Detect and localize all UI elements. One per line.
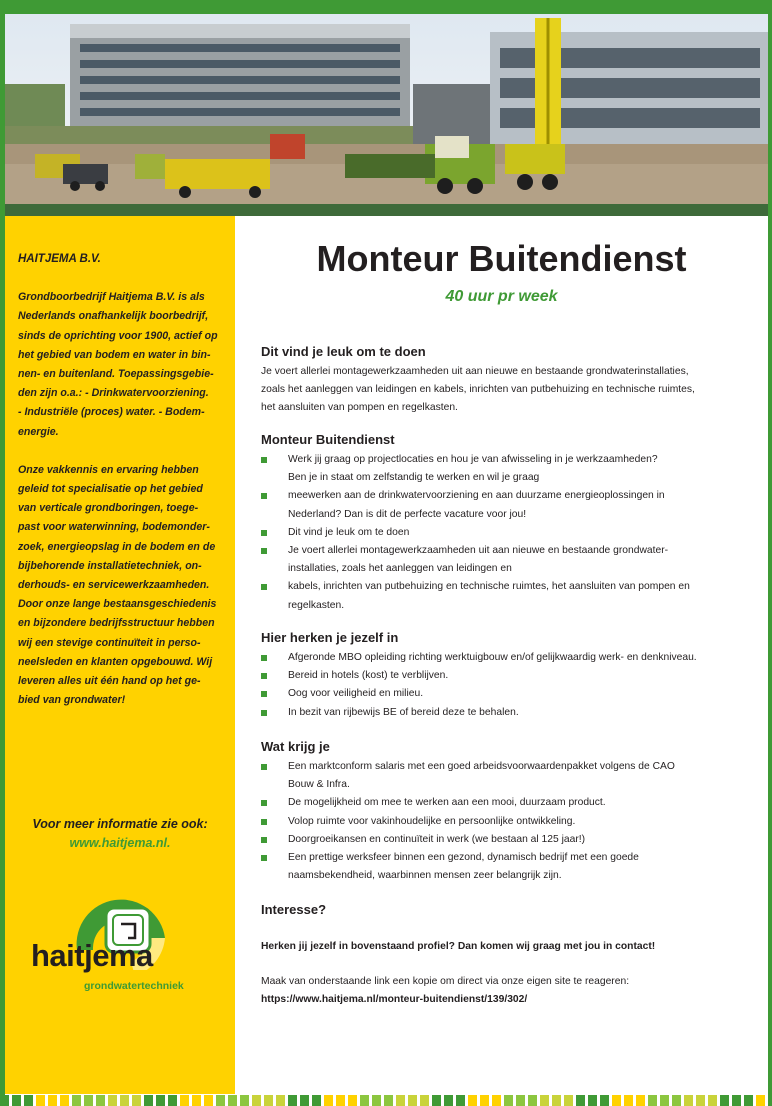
section-title: Monteur Buitendienst: [261, 432, 395, 447]
pattern-block: [156, 1095, 165, 1106]
item-line: installaties, zoals het aanleggen van leidingen en: [288, 563, 512, 575]
expertise-line: past voor waterwinning, bodemonder-: [18, 521, 210, 534]
list-item: [261, 542, 751, 578]
pattern-block: [660, 1095, 669, 1106]
sidebar-text: [18, 250, 224, 729]
pattern-block: [384, 1095, 393, 1106]
intro-line: sinds de oprichting voor 1900, actief op: [18, 329, 218, 342]
pattern-block: [684, 1095, 693, 1106]
hero-photo: [5, 14, 768, 216]
item-line: Oog voor veiligheid en milieu.: [288, 688, 424, 700]
list-item: [261, 685, 751, 703]
bullet-square-icon: [261, 819, 267, 825]
list-item: [261, 578, 751, 614]
pattern-block: [624, 1095, 633, 1106]
pattern-block: [612, 1095, 621, 1106]
job-hours: 40 uur pr week: [445, 288, 558, 305]
pattern-block: [288, 1095, 297, 1106]
pattern-block: [72, 1095, 81, 1106]
pattern-block: [96, 1095, 105, 1106]
pattern-block: [120, 1095, 129, 1106]
item-line: Doorgroeikansen en continuïteit in werk (we bestaan al 125 jaar!): [288, 833, 586, 845]
expertise-line: derhouds- en servicewerkzaamheden.: [18, 579, 210, 592]
item-line: Afgeronde MBO opleiding richting werktuigbouw en/of gelijkwaardig werk- en denkniveau.: [288, 652, 697, 663]
pattern-block: [744, 1095, 753, 1106]
list-item: [261, 813, 751, 831]
list-item: [261, 704, 751, 722]
pattern-block: [504, 1095, 513, 1106]
section-interesse: [261, 902, 751, 1009]
pattern-block: [444, 1095, 453, 1106]
more-info-label: Voor meer informatie zie ook:: [32, 817, 208, 831]
list-item: [261, 849, 751, 885]
pattern-block: [0, 1095, 9, 1106]
pattern-block: [636, 1095, 645, 1106]
bullet-square-icon: [261, 800, 267, 806]
intro-line: den zijn o.a.: - Drinkwatervoorziening.: [18, 387, 209, 400]
pattern-block: [360, 1095, 369, 1106]
section-monteur: [261, 432, 751, 615]
item-line: Een marktconform salaris met een goed arbeidsvoorwaardenpakket volgens de CAO: [288, 761, 675, 772]
pattern-block: [492, 1095, 501, 1106]
pattern-block: [108, 1095, 117, 1106]
section-title: Wat krijg je: [261, 739, 330, 754]
section-leuk: [261, 344, 751, 418]
pattern-block: [252, 1095, 261, 1106]
pattern-block: [264, 1095, 273, 1106]
bullet-list: [261, 649, 751, 722]
list-item: [261, 758, 751, 794]
pattern-block: [468, 1095, 477, 1106]
construction-site-illustration: [5, 14, 768, 216]
intro-line: Grondboorbedrijf Haitjema B.V. is als: [18, 291, 205, 304]
text-line: Je voert allerlei montagewerkzaamheden uit aan nieuwe en bestaande grondwaterinstallaties,: [261, 366, 689, 377]
pattern-block: [756, 1095, 765, 1106]
pattern-block: [672, 1095, 681, 1106]
bullet-square-icon: [261, 655, 267, 661]
pattern-block: [696, 1095, 705, 1106]
expertise-line: wij een stevige continuïteit in perso-: [18, 636, 201, 649]
bullet-square-icon: [261, 584, 267, 590]
item-line: naamsbekendheid, waarbinnen mensen zeer belangrijk zijn.: [288, 870, 562, 882]
intro-line: nen- en buitenland. Toepassingsgebie-: [18, 368, 214, 381]
job-title: Monteur Buitendienst: [316, 238, 687, 279]
item-line: Je voert allerlei montagewerkzaamheden uit aan nieuwe en bestaande grondwater-: [288, 545, 669, 557]
pattern-block: [396, 1095, 405, 1106]
pattern-block: [648, 1095, 657, 1106]
pattern-block: [24, 1095, 33, 1106]
apply-instruction: Maak van onderstaande link een kopie om direct via onze eigen site te reageren:: [261, 976, 630, 987]
list-item: [261, 667, 751, 685]
item-line: De mogelijkheid om mee te werken aan een mooi, duurzaam product.: [288, 797, 606, 809]
logo-tagline: grondwatertechniek: [84, 980, 184, 992]
section-title: Interesse?: [261, 902, 327, 917]
pattern-block: [420, 1095, 429, 1106]
expertise-line: leveren alles uit één hand op het ge-: [18, 675, 201, 688]
list-item: [261, 794, 751, 812]
pattern-block: [372, 1095, 381, 1106]
pattern-block: [516, 1095, 525, 1106]
item-line: Werk jij graag op projectlocaties en hou je van afwisseling in je werkzaamheden?: [288, 454, 658, 465]
item-line: Volop ruimte voor vakinhoudelijke en persoonlijke ontwikkeling.: [288, 815, 576, 827]
pattern-block: [348, 1095, 357, 1106]
pattern-block: [720, 1095, 729, 1106]
item-line: Ben je in staat om zelfstandig te werken en wil je graag: [288, 472, 540, 484]
pattern-block: [588, 1095, 597, 1106]
bullet-square-icon: [261, 710, 267, 716]
pattern-block: [216, 1095, 225, 1106]
expertise-line: bijbehorende installatietechniek, on-: [18, 559, 202, 572]
company-intro: [18, 288, 224, 442]
list-item: [261, 487, 751, 523]
pattern-block: [12, 1095, 21, 1106]
more-info: [10, 815, 230, 853]
pattern-block: [204, 1095, 213, 1106]
expertise-line: zoek, energieopslag in de bodem en de: [18, 540, 216, 553]
section-title: Dit vind je leuk om te doen: [261, 344, 426, 359]
bullet-square-icon: [261, 837, 267, 843]
pattern-block: [528, 1095, 537, 1106]
bullet-square-icon: [261, 548, 267, 554]
bullet-square-icon: [261, 673, 267, 679]
pattern-block: [456, 1095, 465, 1106]
item-line: regelkasten.: [288, 599, 345, 611]
section-text: [261, 363, 751, 418]
intro-line: het gebied van bodem en water in bin-: [18, 348, 211, 361]
bullet-list: [261, 451, 751, 615]
company-name: HAITJEMA B.V.: [18, 253, 101, 265]
expertise-line: neelsleden en klanten opgebouwd. Wij: [18, 655, 213, 668]
section-title: Hier herken je jezelf in: [261, 630, 399, 645]
item-line: Nederland? Dan is dit de perfecte vacature voor jou!: [288, 508, 527, 520]
intro-line: energie.: [18, 425, 59, 438]
pattern-block: [480, 1095, 489, 1106]
item-line: Bereid in hotels (kost) te verblijven.: [288, 670, 449, 682]
website-link[interactable]: www.haitjema.nl.: [69, 836, 171, 850]
intro-line: Nederlands onafhankelijk boorbedrijf,: [18, 310, 209, 323]
list-item: [261, 649, 751, 667]
haitjema-logo: [25, 890, 225, 1020]
pattern-block: [192, 1095, 201, 1106]
section-krijg: [261, 739, 751, 885]
logo-wordmark: haitjema: [31, 938, 153, 973]
pattern-block: [180, 1095, 189, 1106]
bullet-square-icon: [261, 530, 267, 536]
expertise-line: bied van grondwater!: [18, 694, 126, 707]
pattern-block: [432, 1095, 441, 1106]
pattern-block: [60, 1095, 69, 1106]
company-expertise: [18, 461, 224, 711]
pattern-block: [564, 1095, 573, 1106]
bullet-square-icon: [261, 691, 267, 697]
list-item: [261, 831, 751, 849]
pattern-block: [132, 1095, 141, 1106]
pattern-block: [36, 1095, 45, 1106]
item-line: Een prettige werksfeer binnen een gezond, dynamisch bedrijf met een goede: [288, 852, 639, 864]
bullet-square-icon: [261, 764, 267, 770]
bullet-list: [261, 758, 751, 885]
item-line: meewerken aan de drinkwatervoorziening en aan duurzame energieoplossingen in: [288, 490, 665, 502]
pattern-block: [240, 1095, 249, 1106]
sidebar: [5, 216, 235, 1094]
pattern-block: [228, 1095, 237, 1106]
pattern-block: [576, 1095, 585, 1106]
pattern-block: [144, 1095, 153, 1106]
pattern-block: [408, 1095, 417, 1106]
item-line: In bezit van rijbewijs BE of bereid deze te behalen.: [288, 706, 519, 718]
contact-cta: Herken jij jezelf in bovenstaand profiel? Dan komen wij graag met jou in contact!: [261, 941, 656, 952]
pattern-block: [300, 1095, 309, 1106]
pattern-block: [168, 1095, 177, 1106]
pattern-block: [84, 1095, 93, 1106]
list-item: [261, 451, 751, 487]
pattern-block: [732, 1095, 741, 1106]
pattern-block: [708, 1095, 717, 1106]
pattern-block: [600, 1095, 609, 1106]
pattern-block: [540, 1095, 549, 1106]
item-line: Dit vind je leuk om te doen: [288, 526, 410, 538]
expertise-line: Onze vakkennis en ervaring hebben: [18, 463, 199, 476]
intro-line: - Industriële (proces) water. - Bodem-: [18, 406, 205, 419]
expertise-line: geleid tot specialisatie op het gebied: [18, 483, 203, 496]
pattern-block: [48, 1095, 57, 1106]
section-herken: [261, 630, 751, 722]
frame-top: [0, 0, 772, 14]
pattern-block: [336, 1095, 345, 1106]
pattern-block: [276, 1095, 285, 1106]
pattern-block: [552, 1095, 561, 1106]
bottom-pattern-bar: [0, 1094, 772, 1106]
list-item: [261, 524, 751, 542]
bullet-square-icon: [261, 855, 267, 861]
apply-url-link[interactable]: https://www.haitjema.nl/monteur-buitendienst/139/302/: [261, 994, 528, 1006]
frame-right: [768, 0, 772, 1106]
text-line: het aansluiten van pompen en regelkasten.: [261, 402, 458, 414]
bullet-square-icon: [261, 457, 267, 463]
item-line: Bouw & Infra.: [288, 779, 350, 791]
item-line: kabels, inrichten van putbehuizing en technische ruimtes, het aansluiten van pompen en: [288, 581, 690, 593]
pattern-block: [312, 1095, 321, 1106]
expertise-line: Door onze lange bestaansgeschiedenis: [18, 598, 217, 611]
bullet-square-icon: [261, 493, 267, 499]
pattern-block: [324, 1095, 333, 1106]
expertise-line: van verticale grondboringen, toege-: [18, 502, 199, 515]
text-line: zoals het aanleggen van leidingen en kabels, inrichten van putbehuizing en technische ruimtes,: [261, 384, 695, 396]
expertise-line: en bijzondere bedrijfsstructuur hebben: [18, 617, 215, 630]
main-content: [235, 216, 768, 1094]
